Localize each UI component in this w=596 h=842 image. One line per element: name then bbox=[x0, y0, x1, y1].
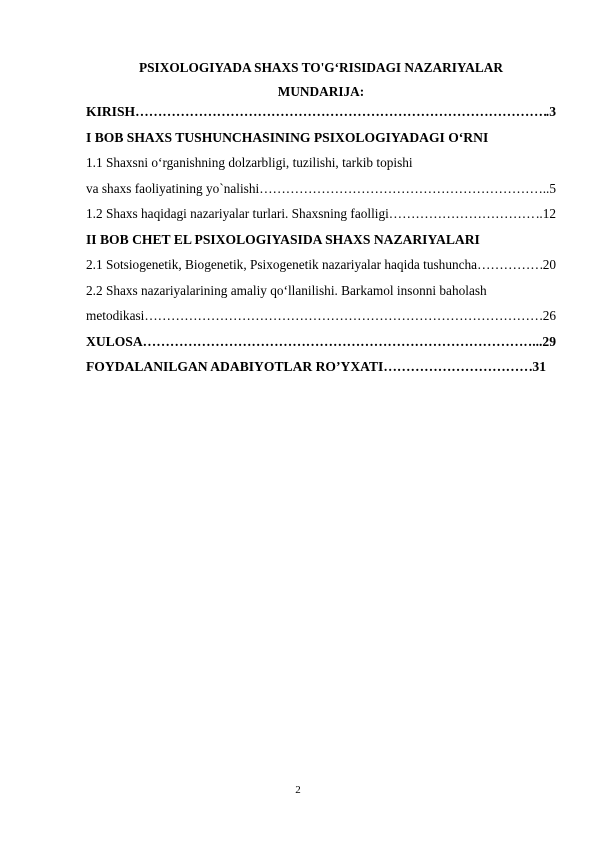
toc-page-number: .31 bbox=[529, 359, 546, 374]
toc-entry-1-1-line1: 1.1 Shaxsni o‘rganishning dolzarbligi, tuzilishi, tarkib topishi bbox=[86, 155, 413, 170]
dot-leader bbox=[144, 303, 542, 329]
toc-entry-kirish bbox=[86, 99, 556, 125]
toc-page-number: .3 bbox=[545, 104, 556, 119]
toc-entry-title: XULOSA bbox=[86, 333, 143, 349]
dot-leader bbox=[477, 252, 543, 278]
table-of-contents bbox=[86, 99, 556, 380]
toc-entry-title: metodikasi bbox=[86, 308, 145, 323]
toc-page-number: ..5 bbox=[542, 180, 556, 196]
document-title: PSIXOLOGIYADA SHAXS TO'G‘RISIDAGI NAZARIYALAR bbox=[139, 60, 503, 75]
toc-entry-2-2-line2 bbox=[86, 303, 556, 329]
toc-page-number: 20 bbox=[542, 257, 556, 272]
toc-chapter-2-heading: II BOB CHET EL PSIXOLOGIYASIDA SHAXS NAZARIYALARI bbox=[86, 231, 480, 247]
page-number: 2 bbox=[295, 784, 301, 796]
toc-entry-title: 1.2 Shaxs haqidagi nazariyalar turlari. Shaxsning faolligi bbox=[86, 206, 389, 221]
toc-entry-title: FOYDALANILGAN ADABIYOTLAR RO’YXATI bbox=[86, 359, 384, 374]
dot-leader bbox=[143, 329, 533, 355]
contents-heading: MUNDARIJA: bbox=[277, 84, 365, 99]
dot-leader bbox=[389, 201, 536, 227]
dot-leader bbox=[383, 354, 529, 380]
toc-chapter-1-heading: I BOB SHAXS TUSHUNCHASINING PSIXOLOGIYADAGI O‘RNI bbox=[86, 129, 489, 145]
toc-entry-2-1 bbox=[86, 252, 556, 278]
toc-page-number: ...29 bbox=[532, 333, 556, 349]
toc-entry-adabiyotlar bbox=[86, 354, 546, 380]
toc-entry-2-2-line1: 2.2 Shaxs nazariyalarining amaliy qo‘llanilishi. Barkamol insonni baholash bbox=[86, 282, 487, 298]
dot-leader bbox=[259, 176, 543, 202]
toc-entry-1-1-line2 bbox=[86, 176, 556, 202]
toc-page-number: 26 bbox=[542, 308, 556, 323]
toc-entry-title: va shaxs faoliyatining yo`nalishi bbox=[86, 180, 260, 196]
toc-entry-1-2 bbox=[86, 201, 556, 227]
toc-entry-title: KIRISH bbox=[86, 104, 136, 119]
toc-page-number: ..12 bbox=[536, 206, 556, 221]
dot-leader bbox=[135, 99, 546, 125]
toc-entry-xulosa bbox=[86, 329, 556, 355]
toc-entry-title: 2.1 Sotsiogenetik, Biogenetik, Psixogenetik nazariyalar haqida tushuncha bbox=[86, 257, 478, 272]
